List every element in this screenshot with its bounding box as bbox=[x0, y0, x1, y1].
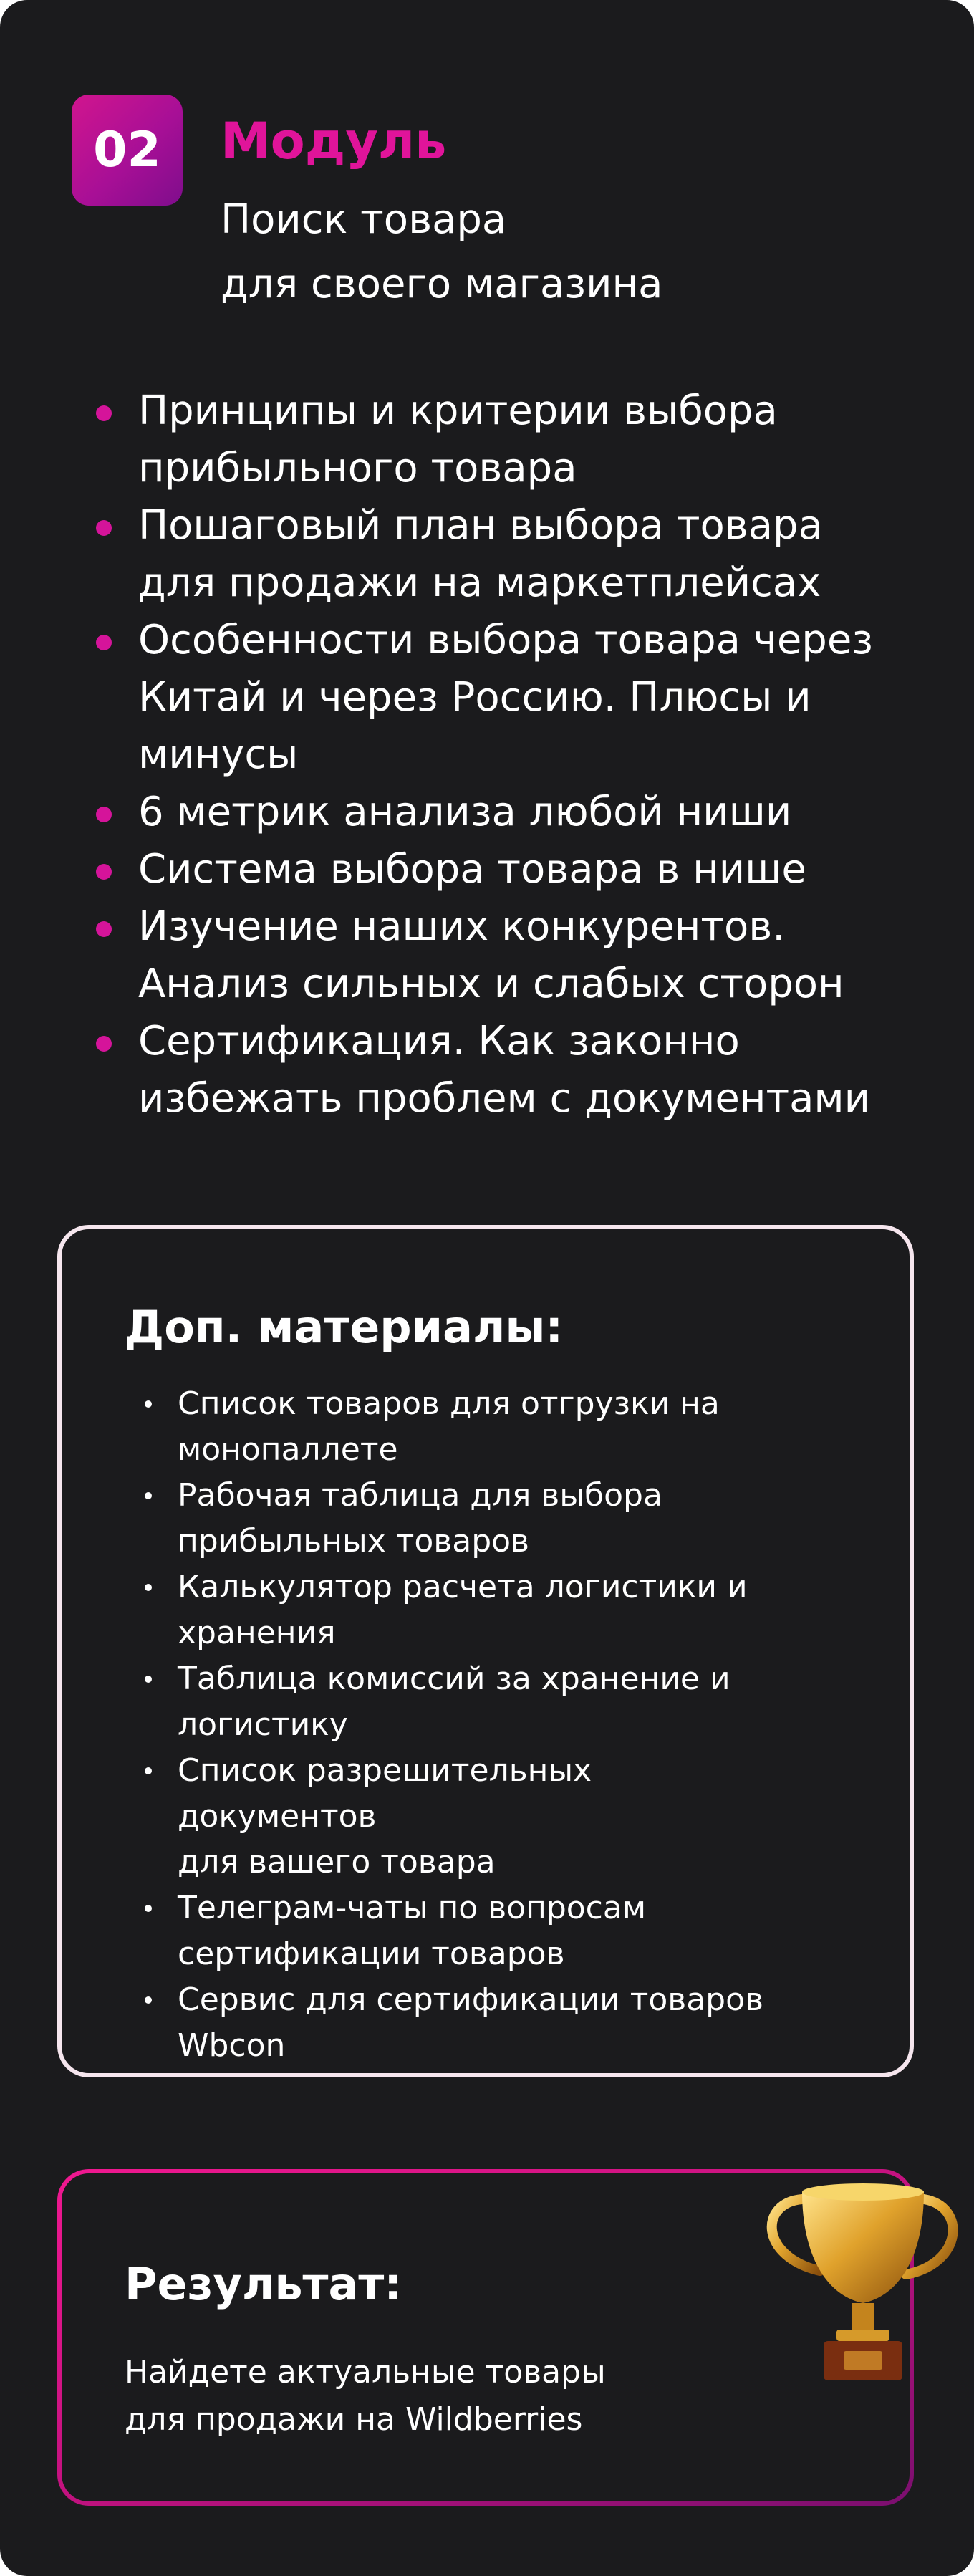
topic-item bbox=[93, 1013, 938, 1128]
module-title: Модуль bbox=[221, 112, 447, 170]
bullet-icon bbox=[145, 1905, 152, 1912]
bullet-icon bbox=[145, 1996, 152, 2004]
materials-item bbox=[142, 1748, 786, 1885]
module-number: 02 bbox=[93, 122, 161, 178]
bullet-icon bbox=[96, 807, 112, 822]
materials-item bbox=[142, 1885, 786, 1977]
materials-item bbox=[142, 1656, 786, 1748]
topic-text: Пошаговый план выбора товара для продажи на маркетплейсах bbox=[138, 502, 823, 606]
bullet-icon bbox=[145, 1767, 152, 1774]
module-subtitle-line: для своего магазина bbox=[221, 261, 663, 307]
bullet-icon bbox=[145, 1492, 152, 1499]
topic-text: Система выбора товара в нише bbox=[138, 846, 806, 893]
topic-item bbox=[93, 383, 938, 497]
materials-item bbox=[142, 1977, 786, 2069]
materials-item-text: Телеграм-чаты по вопросам сертификации товаров bbox=[178, 1890, 647, 1972]
materials-item bbox=[142, 1473, 786, 1565]
materials-list bbox=[142, 1381, 786, 2069]
materials-item-text: Таблица комиссий за хранение и логистику bbox=[178, 1661, 730, 1743]
topic-text: Сертификация. Как законно избежать проблем с документами bbox=[138, 1018, 871, 1122]
topic-text: Особенности выбора товара через Китай и через Россию. Плюсы и минусы bbox=[138, 617, 874, 778]
topic-item bbox=[93, 784, 938, 841]
materials-item-text: Список товаров для отгрузки на монопаллете bbox=[178, 1385, 720, 1468]
bullet-icon bbox=[96, 1036, 112, 1052]
materials-item-text: Калькулятор расчета логистики и хранения bbox=[178, 1569, 748, 1651]
materials-item-text: Сервис для сертификации товаров Wbcon bbox=[178, 1981, 763, 2064]
bullet-icon bbox=[145, 1676, 152, 1683]
module-number-badge bbox=[72, 95, 183, 206]
bullet-icon bbox=[145, 1584, 152, 1591]
topics-list bbox=[93, 383, 938, 1128]
result-heading: Результат: bbox=[125, 2258, 402, 2310]
bullet-icon bbox=[96, 635, 112, 650]
topic-item bbox=[93, 612, 938, 784]
bullet-icon bbox=[96, 921, 112, 937]
bullet-icon bbox=[145, 1400, 152, 1408]
module-subtitle bbox=[221, 188, 865, 317]
materials-item bbox=[142, 1565, 786, 1656]
bullet-icon bbox=[96, 520, 112, 536]
materials-item-text: Рабочая таблица для выбора прибыльных товаров bbox=[178, 1477, 662, 1559]
topic-text: Принципы и критерии выбора прибыльного товара bbox=[138, 388, 778, 491]
materials-item-text: Список разрешительных документов для вашего товара bbox=[178, 1752, 592, 1880]
module-subtitle-line: Поиск товара bbox=[221, 196, 507, 243]
bullet-icon bbox=[96, 405, 112, 421]
result-text: Найдете актуальные товары для продажи на Wildberries bbox=[125, 2354, 606, 2438]
topic-text: Изучение наших конкурентов. Анализ сильных и слабых сторон bbox=[138, 903, 844, 1007]
topic-item bbox=[93, 497, 938, 612]
topic-item bbox=[93, 898, 938, 1013]
topic-text: 6 метрик анализа любой ниши bbox=[138, 789, 792, 835]
bullet-icon bbox=[96, 864, 112, 880]
materials-heading: Доп. материалы: bbox=[125, 1301, 564, 1353]
materials-item bbox=[142, 1381, 786, 1473]
topic-item bbox=[93, 841, 938, 898]
materials-box bbox=[57, 1225, 914, 2077]
trophy-icon bbox=[752, 2171, 967, 2385]
